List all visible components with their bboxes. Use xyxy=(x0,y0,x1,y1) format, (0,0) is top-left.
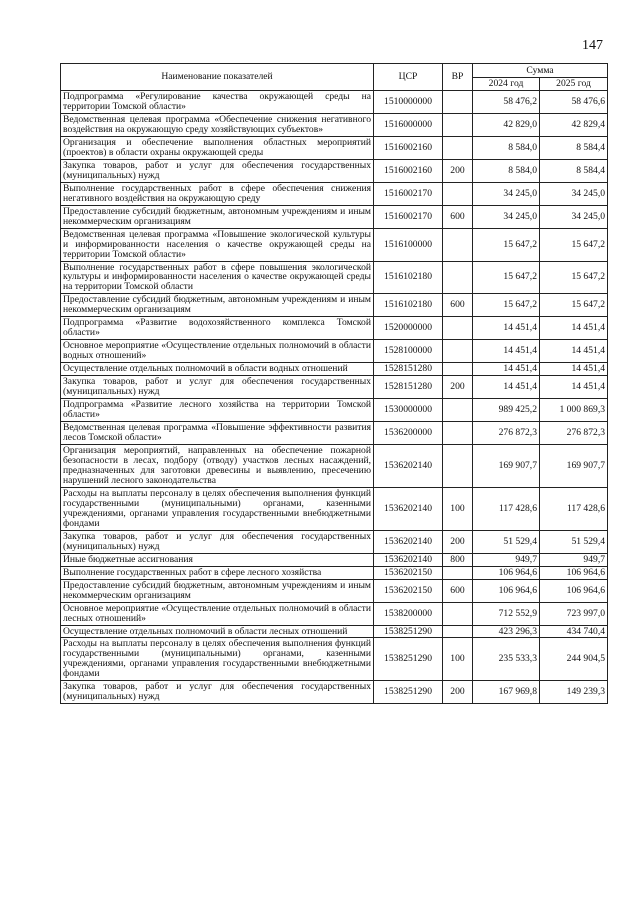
row-sum-2025: 51 529,4 xyxy=(540,530,608,553)
row-sum-2024: 34 245,0 xyxy=(473,205,540,228)
table-row xyxy=(61,317,608,340)
row-name: Предоставление субсидий бюджетным, автономным учреждениям и иным некоммерческим организациям xyxy=(61,294,374,317)
row-csr: 1520000000 xyxy=(374,317,443,340)
row-sum-2025: 434 740,4 xyxy=(540,625,608,638)
row-sum-2025: 117 428,6 xyxy=(540,487,608,530)
row-sum-2024: 8 584,0 xyxy=(473,136,540,159)
row-vr xyxy=(443,625,473,638)
row-sum-2024: 15 647,2 xyxy=(473,228,540,261)
row-csr: 1516002170 xyxy=(374,182,443,205)
row-sum-2025: 14 451,4 xyxy=(540,376,608,399)
header-vr: ВР xyxy=(443,64,473,91)
row-name: Подпрограмма «Развитие лесного хозяйства на территории Томской области» xyxy=(61,399,374,422)
row-sum-2025: 949,7 xyxy=(540,553,608,566)
row-sum-2024: 949,7 xyxy=(473,553,540,566)
row-vr xyxy=(443,399,473,422)
row-name: Организация и обеспечение выполнения областных мероприятий (проектов) в области охраны окружающей среды xyxy=(61,136,374,159)
table-row xyxy=(61,182,608,205)
budget-table xyxy=(60,63,608,704)
row-name: Осуществление отдельных полномочий в области лесных отношений xyxy=(61,625,374,638)
row-csr: 1516102180 xyxy=(374,261,443,294)
row-sum-2024: 15 647,2 xyxy=(473,294,540,317)
row-sum-2024: 423 296,3 xyxy=(473,625,540,638)
row-sum-2025: 42 829,4 xyxy=(540,113,608,136)
row-csr: 1536200000 xyxy=(374,422,443,445)
row-csr: 1516102180 xyxy=(374,294,443,317)
row-name: Расходы на выплаты персоналу в целях обеспечения выполнения функций государственными (муниципальными) органами, казенными учреждениями, органами управления государственными внебюджетными фондами xyxy=(61,638,374,681)
row-name: Ведомственная целевая программа «Обеспечение снижения негативного воздействия на окружающую среду хозяйствующих субъектов» xyxy=(61,113,374,136)
row-csr: 1536202140 xyxy=(374,487,443,530)
row-sum-2024: 8 584,0 xyxy=(473,159,540,182)
row-csr: 1516002160 xyxy=(374,159,443,182)
row-vr: 100 xyxy=(443,487,473,530)
table-row xyxy=(61,553,608,566)
table-row xyxy=(61,638,608,681)
table-row xyxy=(61,340,608,363)
row-sum-2025: 8 584,4 xyxy=(540,159,608,182)
table-row xyxy=(61,136,608,159)
row-sum-2025: 14 451,4 xyxy=(540,363,608,376)
row-csr: 1530000000 xyxy=(374,399,443,422)
row-csr: 1538251290 xyxy=(374,638,443,681)
row-sum-2024: 14 451,4 xyxy=(473,376,540,399)
row-sum-2024: 106 964,6 xyxy=(473,579,540,602)
table-row xyxy=(61,113,608,136)
row-vr xyxy=(443,261,473,294)
row-name: Закупка товаров, работ и услуг для обеспечения государственных (муниципальных) нужд xyxy=(61,376,374,399)
row-sum-2024: 117 428,6 xyxy=(473,487,540,530)
row-sum-2024: 235 533,3 xyxy=(473,638,540,681)
header-year-2024: 2024 год xyxy=(473,78,540,91)
row-sum-2025: 276 872,3 xyxy=(540,422,608,445)
table-row xyxy=(61,228,608,261)
table-body xyxy=(61,90,608,703)
row-sum-2025: 34 245,0 xyxy=(540,182,608,205)
row-sum-2025: 34 245,0 xyxy=(540,205,608,228)
row-sum-2024: 42 829,0 xyxy=(473,113,540,136)
row-name: Выполнение государственных работ в сфере лесного хозяйства xyxy=(61,566,374,579)
table-row xyxy=(61,681,608,704)
row-name: Организация мероприятий, направленных на обеспечение пожарной безопасности в лесах, подбору (отводу) участков лесных насаждений, предназначенных для заготовки древесины и выявлению, пресечению нарушений лесного законодательства xyxy=(61,445,374,488)
header-sum: Сумма xyxy=(473,64,608,78)
row-name: Закупка товаров, работ и услуг для обеспечения государственных (муниципальных) нужд xyxy=(61,530,374,553)
row-name: Основное мероприятие «Осуществление отдельных полномочий в области лесных отношений» xyxy=(61,602,374,625)
row-csr: 1516002170 xyxy=(374,205,443,228)
table-row xyxy=(61,376,608,399)
row-vr: 100 xyxy=(443,638,473,681)
row-vr: 800 xyxy=(443,553,473,566)
row-csr: 1528100000 xyxy=(374,340,443,363)
row-vr xyxy=(443,228,473,261)
row-vr xyxy=(443,113,473,136)
row-sum-2025: 244 904,5 xyxy=(540,638,608,681)
header-year-2025: 2025 год xyxy=(540,78,608,91)
table-row xyxy=(61,399,608,422)
row-sum-2025: 14 451,4 xyxy=(540,340,608,363)
row-sum-2024: 169 907,7 xyxy=(473,445,540,488)
row-name: Иные бюджетные ассигнования xyxy=(61,553,374,566)
table-row xyxy=(61,159,608,182)
row-sum-2024: 14 451,4 xyxy=(473,340,540,363)
row-csr: 1528151280 xyxy=(374,363,443,376)
row-name: Закупка товаров, работ и услуг для обеспечения государственных (муниципальных) нужд xyxy=(61,159,374,182)
row-name: Ведомственная целевая программа «Повышение экологической культуры и информированности населения о качестве окружающей среды на территории Томской области» xyxy=(61,228,374,261)
row-csr: 1516002160 xyxy=(374,136,443,159)
table-row xyxy=(61,487,608,530)
row-name: Осуществление отдельных полномочий в области водных отношений xyxy=(61,363,374,376)
row-sum-2024: 712 552,9 xyxy=(473,602,540,625)
row-vr xyxy=(443,445,473,488)
row-vr xyxy=(443,566,473,579)
row-name: Подпрограмма «Развитие водохозяйственного комплекса Томской области» xyxy=(61,317,374,340)
page-number: 147 xyxy=(582,38,603,53)
row-name: Закупка товаров, работ и услуг для обеспечения государственных (муниципальных) нужд xyxy=(61,681,374,704)
row-name: Основное мероприятие «Осуществление отдельных полномочий в области водных отношений» xyxy=(61,340,374,363)
header-csr: ЦСР xyxy=(374,64,443,91)
row-csr: 1536202140 xyxy=(374,445,443,488)
row-name: Расходы на выплаты персоналу в целях обеспечения выполнения функций государственными (муниципальными) органами, казенными учреждениями, органами управления государственными внебюджетными фондами xyxy=(61,487,374,530)
table-row xyxy=(61,90,608,113)
row-sum-2024: 51 529,4 xyxy=(473,530,540,553)
table-row xyxy=(61,625,608,638)
row-vr: 200 xyxy=(443,376,473,399)
row-sum-2025: 723 997,0 xyxy=(540,602,608,625)
row-csr: 1528151280 xyxy=(374,376,443,399)
row-vr xyxy=(443,136,473,159)
row-sum-2024: 106 964,6 xyxy=(473,566,540,579)
row-sum-2025: 106 964,6 xyxy=(540,579,608,602)
row-sum-2025: 8 584,4 xyxy=(540,136,608,159)
row-vr: 200 xyxy=(443,530,473,553)
row-vr: 600 xyxy=(443,294,473,317)
row-csr: 1536202140 xyxy=(374,553,443,566)
row-csr: 1538251290 xyxy=(374,681,443,704)
row-vr xyxy=(443,422,473,445)
row-csr: 1516000000 xyxy=(374,113,443,136)
row-name: Предоставление субсидий бюджетным, автономным учреждениям и иным некоммерческим организациям xyxy=(61,205,374,228)
row-sum-2025: 106 964,6 xyxy=(540,566,608,579)
table-row xyxy=(61,205,608,228)
row-sum-2024: 15 647,2 xyxy=(473,261,540,294)
row-sum-2025: 15 647,2 xyxy=(540,228,608,261)
table-row xyxy=(61,445,608,488)
row-sum-2024: 14 451,4 xyxy=(473,317,540,340)
row-sum-2025: 15 647,2 xyxy=(540,261,608,294)
row-vr xyxy=(443,182,473,205)
row-sum-2025: 169 907,7 xyxy=(540,445,608,488)
row-csr: 1538200000 xyxy=(374,602,443,625)
row-name: Предоставление субсидий бюджетным, автономным учреждениям и иным некоммерческим организациям xyxy=(61,579,374,602)
row-vr xyxy=(443,340,473,363)
row-name: Подпрограмма «Регулирование качества окружающей среды на территории Томской области» xyxy=(61,90,374,113)
row-vr: 200 xyxy=(443,681,473,704)
row-sum-2025: 14 451,4 xyxy=(540,317,608,340)
row-sum-2024: 34 245,0 xyxy=(473,182,540,205)
row-vr xyxy=(443,602,473,625)
row-vr: 600 xyxy=(443,579,473,602)
row-vr: 200 xyxy=(443,159,473,182)
row-sum-2025: 58 476,6 xyxy=(540,90,608,113)
row-csr: 1538251290 xyxy=(374,625,443,638)
table-row xyxy=(61,363,608,376)
row-vr xyxy=(443,317,473,340)
row-csr: 1510000000 xyxy=(374,90,443,113)
row-sum-2025: 1 000 869,3 xyxy=(540,399,608,422)
row-sum-2024: 58 476,2 xyxy=(473,90,540,113)
row-vr: 600 xyxy=(443,205,473,228)
table-row xyxy=(61,294,608,317)
table-row xyxy=(61,579,608,602)
row-sum-2025: 149 239,3 xyxy=(540,681,608,704)
table-row xyxy=(61,602,608,625)
table-row xyxy=(61,566,608,579)
row-vr xyxy=(443,363,473,376)
row-sum-2024: 14 451,4 xyxy=(473,363,540,376)
row-name: Выполнение государственных работ в сфере обеспечения снижения негативного воздействия на окружающую среду xyxy=(61,182,374,205)
row-name: Ведомственная целевая программа «Повышение эффективности развития лесов Томской области» xyxy=(61,422,374,445)
row-sum-2024: 276 872,3 xyxy=(473,422,540,445)
row-sum-2024: 989 425,2 xyxy=(473,399,540,422)
row-name: Выполнение государственных работ в сфере повышения экологической культуры и информированности населения о качестве окружающей среды на территории Томской области xyxy=(61,261,374,294)
row-csr: 1516100000 xyxy=(374,228,443,261)
header-name: Наименование показателей xyxy=(61,64,374,91)
row-csr: 1536202140 xyxy=(374,530,443,553)
table-row xyxy=(61,530,608,553)
row-vr xyxy=(443,90,473,113)
table-row xyxy=(61,261,608,294)
row-csr: 1536202150 xyxy=(374,566,443,579)
row-csr: 1536202150 xyxy=(374,579,443,602)
row-sum-2024: 167 969,8 xyxy=(473,681,540,704)
table-row xyxy=(61,422,608,445)
row-sum-2025: 15 647,2 xyxy=(540,294,608,317)
